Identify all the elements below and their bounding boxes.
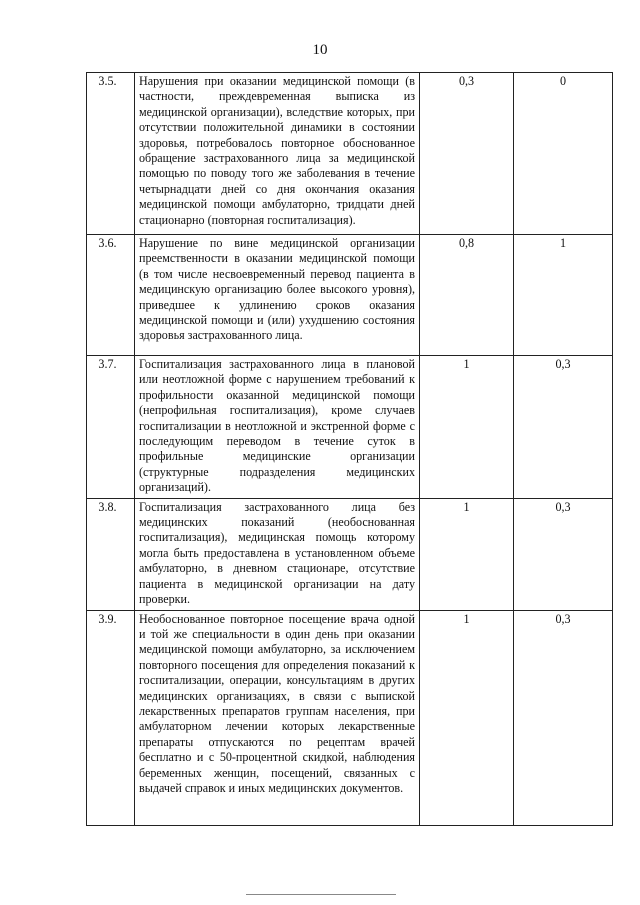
scan-edge-line bbox=[246, 894, 396, 895]
row-number: 3.6. bbox=[87, 235, 135, 356]
row-number: 3.9. bbox=[87, 610, 135, 825]
table-row bbox=[87, 235, 613, 356]
row-value-2: 0,3 bbox=[514, 498, 613, 610]
row-value-2: 0,3 bbox=[514, 356, 613, 499]
row-number: 3.7. bbox=[87, 356, 135, 499]
violations-table bbox=[86, 72, 613, 826]
row-description: Госпитализация застрахованного лица без медицинских показаний (необоснованная госпитализация), медицинская помощь которому могла быть предоставлена в установленном объеме амбулаторно, в дневном стационаре, отсутствие пациента в медицинской организации на дату проверки. bbox=[135, 498, 420, 610]
row-description: Госпитализация застрахованного лица в плановой или неотложной форме с нарушением требований к профильности оказанной медицинской помощи (непрофильная госпитализация), кроме случаев госпитализации в неотложной и экстренной форме с последующим переводом в течение суток в профильные медицинские организации (структурные подразделения медицинских организаций). bbox=[135, 356, 420, 499]
row-value-2: 1 bbox=[514, 235, 613, 356]
row-value-1: 0,3 bbox=[420, 73, 514, 235]
row-value-1: 1 bbox=[420, 356, 514, 499]
table-row bbox=[87, 498, 613, 610]
row-description: Необоснованное повторное посещение врача одной и той же специальности в один день при оказании медицинской помощи амбулаторно, за исключением повторного посещения для определения показаний к госпитализации, операции, консультациям в других медицинских организациях, в связи с выпиской лекарственных препаратов группам населения, при амбулаторном лечении которых лекарственные препараты отпускаются по рецептам врачей бесплатно и с 50-процентной скидкой, наблюдения беременных женщин, посещений, связанных с выдачей справок и иных медицинских документов. bbox=[135, 610, 420, 825]
table-row bbox=[87, 356, 613, 499]
table-row bbox=[87, 610, 613, 825]
row-number: 3.5. bbox=[87, 73, 135, 235]
page-number: 10 bbox=[312, 42, 328, 58]
row-number: 3.8. bbox=[87, 498, 135, 610]
row-description: Нарушение по вине медицинской организации преемственности в оказании медицинской помощи (в том числе несвоевременный перевод пациента в медицинскую организацию более высокого уровня), приведшее к удлинению сроков оказания медицинской помощи и (или) ухудшению состояния здоровья застрахованного лица. bbox=[135, 235, 420, 356]
row-value-2: 0,3 bbox=[514, 610, 613, 825]
table-row bbox=[87, 73, 613, 235]
row-value-2: 0 bbox=[514, 73, 613, 235]
row-value-1: 1 bbox=[420, 498, 514, 610]
row-value-1: 0,8 bbox=[420, 235, 514, 356]
row-value-1: 1 bbox=[420, 610, 514, 825]
row-description: Нарушения при оказании медицинской помощи (в частности, преждевременная выписка из медицинской организации), вследствие которых, при отсутствии положительной динамики в состоянии здоровья, потребовалось повторное обоснованное обращение застрахованного лица за медицинской помощью по поводу того же заболевания в течение четырнадцати дней со дня окончания оказания медицинской помощи амбулаторно, тридцати дней стационарно (повторная госпитализация). bbox=[135, 73, 420, 235]
